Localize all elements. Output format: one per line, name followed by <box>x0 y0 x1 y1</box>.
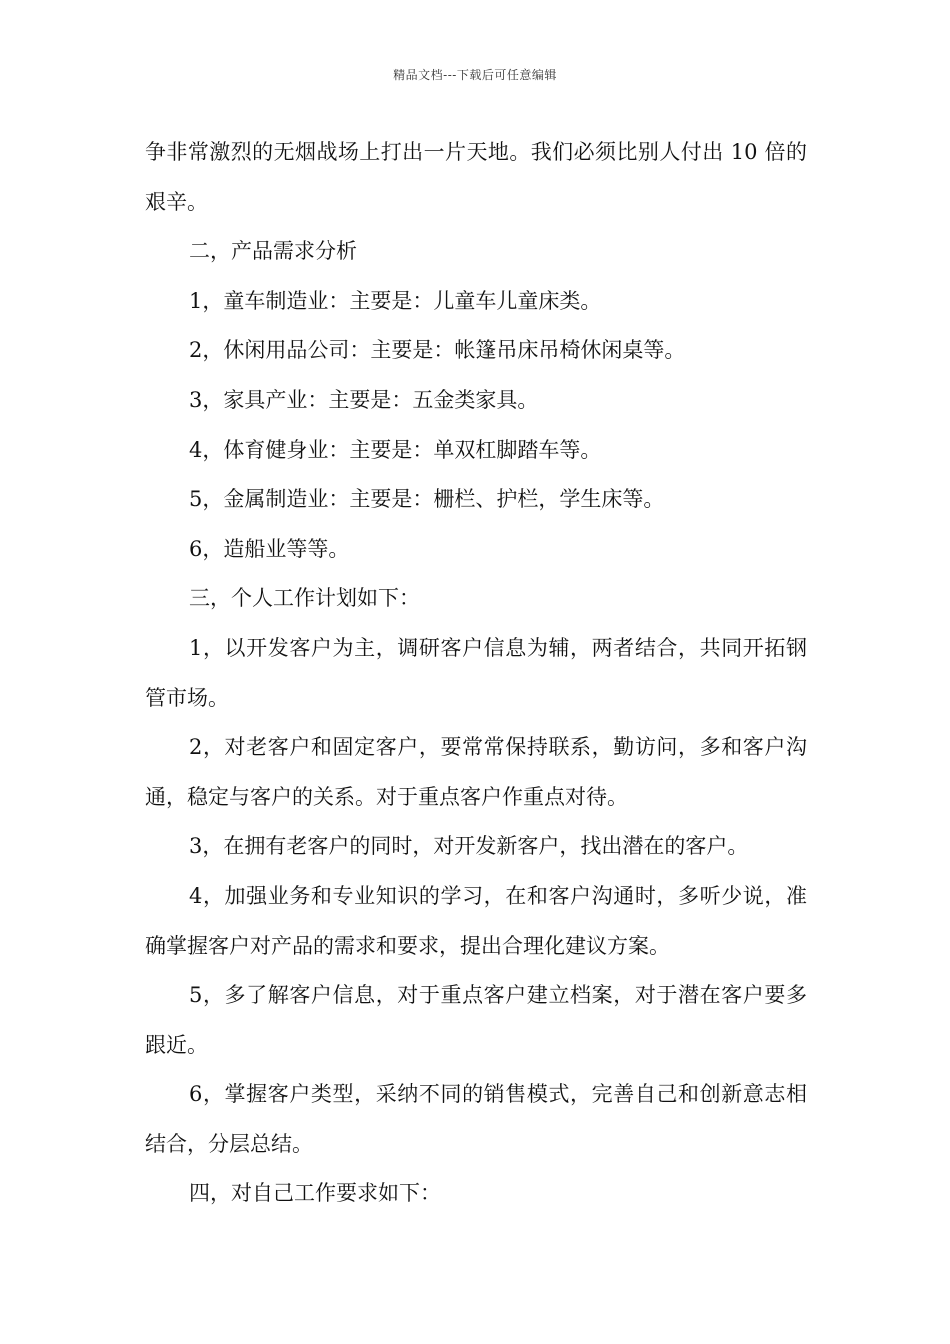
section-heading-4: 四，对自己工作要求如下： <box>189 1181 441 1206</box>
paragraph-continuation: 争非常激烈的无烟战场上打出一片天地。我们必须比别人付出 10 倍的艰辛。 <box>145 140 807 214</box>
section-heading-2: 二，产品需求分析 <box>189 239 357 264</box>
page-header: 精品文档---下载后可任意编辑 <box>393 68 557 82</box>
list-item: 4，体育健身业：主要是：单双杠脚踏车等。 <box>189 437 602 462</box>
list-item: 6，掌握客户类型，采纳不同的销售模式，完善自己和创新意志相结合，分层总结。 <box>145 1082 807 1156</box>
list-item: 1，以开发客户为主，调研客户信息为辅，两者结合，共同开拓钢管市场。 <box>145 635 807 710</box>
section-heading-3: 三，个人工作计划如下： <box>189 586 420 611</box>
list-item: 6，造船业等等。 <box>189 536 350 561</box>
list-item: 3，在拥有老客户的同时，对开发新客户，找出潜在的客户。 <box>189 834 749 859</box>
list-item: 2，休闲用品公司：主要是：帐篷吊床吊椅休闲桌等。 <box>189 338 686 363</box>
list-item: 1，童车制造业：主要是：儿童车儿童床类。 <box>189 288 602 313</box>
list-item: 5，多了解客户信息，对于重点客户建立档案，对于潜在客户要多跟近。 <box>145 983 807 1057</box>
document-body <box>145 128 807 1219</box>
list-item: 2，对老客户和固定客户，要常常保持联系，勤访问，多和客户沟通，稳定与客户的关系。对于重点客户作重点对待。 <box>145 735 807 809</box>
list-item: 5，金属制造业：主要是：栅栏、护栏，学生床等。 <box>189 487 665 512</box>
list-item: 4，加强业务和专业知识的学习，在和客户沟通时，多听少说，准确掌握客户对产品的需求和要求，提出合理化建议方案。 <box>145 883 807 958</box>
list-item: 3，家具产业：主要是：五金类家具。 <box>189 387 539 412</box>
